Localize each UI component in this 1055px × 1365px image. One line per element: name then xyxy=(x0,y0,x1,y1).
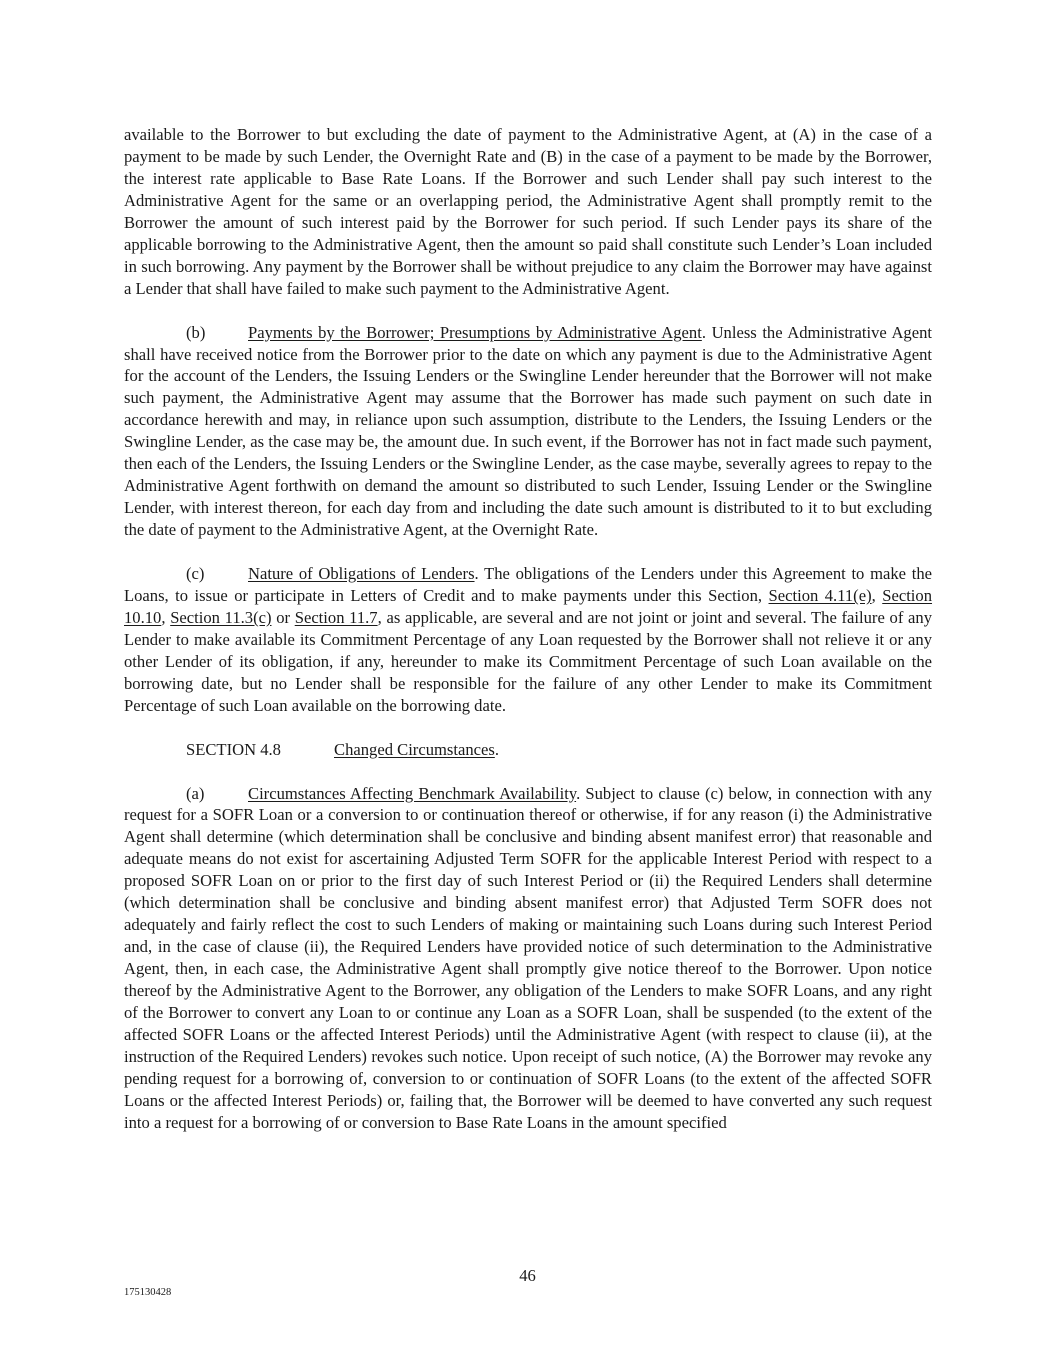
paragraph-c xyxy=(124,563,932,717)
section-reference-link: Section 11.3(c) xyxy=(170,607,272,627)
section-heading-4-8 xyxy=(124,739,932,761)
section-period: . xyxy=(494,739,499,759)
document-page xyxy=(124,124,932,1156)
separator: or xyxy=(271,607,295,627)
clause-heading-a: Circumstances Affecting Benchmark Availability xyxy=(248,783,577,803)
page-number: 46 xyxy=(519,1266,536,1285)
paragraph-continuation: available to the Borrower to but excluding the date of payment to the Administrative Agent, at (A) in the case of a payment to be made by such Lender, the Overnight Rate and (B) in the case of a payment to be made by the Borrower, the interest rate applicable to Base Rate Loans. If the Borrower and such Lender shall pay such interest to the Administrative Agent for the same or an overlapping period, the Administrative Agent shall promptly remit to the Borrower the amount of such interest paid by the Borrower for such period. If such Lender pays its share of the applicable borrowing to the Administrative Agent, then the amount so paid shall constitute such Lender’s Loan included in such borrowing. Any payment by the Borrower shall be without prejudice to any claim the Borrower may have against a Lender that shall have failed to make such payment to the Administrative Agent. xyxy=(124,125,932,298)
paragraph-a xyxy=(124,783,932,1134)
clause-label-b: (b) xyxy=(186,322,206,342)
clause-label-a: (a) xyxy=(186,783,205,803)
section-number: SECTION 4.8 xyxy=(186,739,281,759)
clause-heading-b: Payments by the Borrower; Presumptions by Administrative Agent xyxy=(248,322,702,342)
section-reference-link: Section 10.10 xyxy=(124,585,933,627)
clause-heading-c: Nature of Obligations of Lenders xyxy=(248,564,475,584)
paragraph-b xyxy=(124,322,932,542)
document-id: 175130428 xyxy=(124,1287,172,1298)
clause-body-c-part1: . The obligations of the Lenders under this Agreement to make the Loans, to issue or participate in Letters of Credit and to make payments under this Section, xyxy=(124,564,932,605)
clause-body-c-part2: , as applicable, are several and are not joint or joint and several. The failure of any Lender to make available its Commitment Percentage of any Loan requested by the Borrower shall not relieve it or any other Lender of its obligation, if any, hereunder to make its Commitment Percentage of such Loan available on the borrowing date, but no Lender shall be responsible for the failure of any other Lender to make its Commitment Percentage of such Loan available on the borrowing date. xyxy=(124,607,932,715)
section-reference-link: Section 4.11(e) xyxy=(768,585,872,605)
clause-body-b: . Unless the Administrative Agent shall have received notice from the Borrower prior to the date on which any payment is due to the Administrative Agent for the account of the Lenders, the Issuing Lenders or the Swingline Lender hereunder that the Borrower will not make such payment, the Administrative Agent may assume that the Borrower has made such payment on such date in accordance herewith and may, in reliance upon such assumption, distribute to the Lenders, the Issuing Lenders or the Swingline Lender, as the case may be, the amount due. In such event, if the Borrower has not in fact made such payment, then each of the Lenders, the Issuing Lenders or the Swingline Lender, as the case maybe, severally agrees to repay to the Administrative Agent forthwith on demand the amount so distributed to such Lender, Issuing Lender or the Swingline Lender, with interest thereon, for each day from and including the date such amount is distributed to it to but excluding the date of payment to the Administrative Agent, at the Overnight Rate. xyxy=(124,322,933,540)
section-reference-link: Section 11.7 xyxy=(294,607,378,627)
separator: , xyxy=(871,585,883,605)
clause-label-c: (c) xyxy=(186,564,205,584)
separator: , xyxy=(161,607,171,627)
clause-body-a: . Subject to clause (c) below, in connection with any request for a SOFR Loan or a conversion to or continuation thereof or otherwise, if for any reason (i) the Administrative Agent shall determine (which determination shall be conclusive and binding absent manifest error) that reasonable and adequate means do not exist for ascertaining Adjusted Term SOFR for the applicable Interest Period with respect to a proposed SOFR Loan on or prior to the first day of such Interest Period or (ii) the Required Lenders shall determine (which determination shall be conclusive and binding absent manifest error) that Adjusted Term SOFR does not adequately and fairly reflect the cost to such Lenders of making or maintaining such Loans during such Interest Period and, in the case of clause (ii), the Required Lenders have provided notice of such determination to the Administrative Agent, then, in each case, the Administrative Agent shall promptly give notice thereof to the Borrower. Upon notice thereof by the Administrative Agent to the Borrower, any obligation of the Lenders to make SOFR Loans, and any right of the Borrower to convert any Loan to or continue any Loan as a SOFR Loan, shall be suspended (to the extent of the affected SOFR Loans or the affected Interest Periods) until the Administrative Agent (with respect to clause (ii), at the instruction of the Required Lenders) revokes such notice. Upon receipt of such notice, (A) the Borrower may revoke any pending request for a borrowing of, conversion to or continuation of SOFR Loans (to the extent of the affected SOFR Loans or the affected Interest Periods) or, failing that, the Borrower will be deemed to have converted any such request into a request for a borrowing of or conversion to Base Rate Loans in the amount specified xyxy=(124,783,932,1132)
section-title: Changed Circumstances xyxy=(334,739,495,759)
